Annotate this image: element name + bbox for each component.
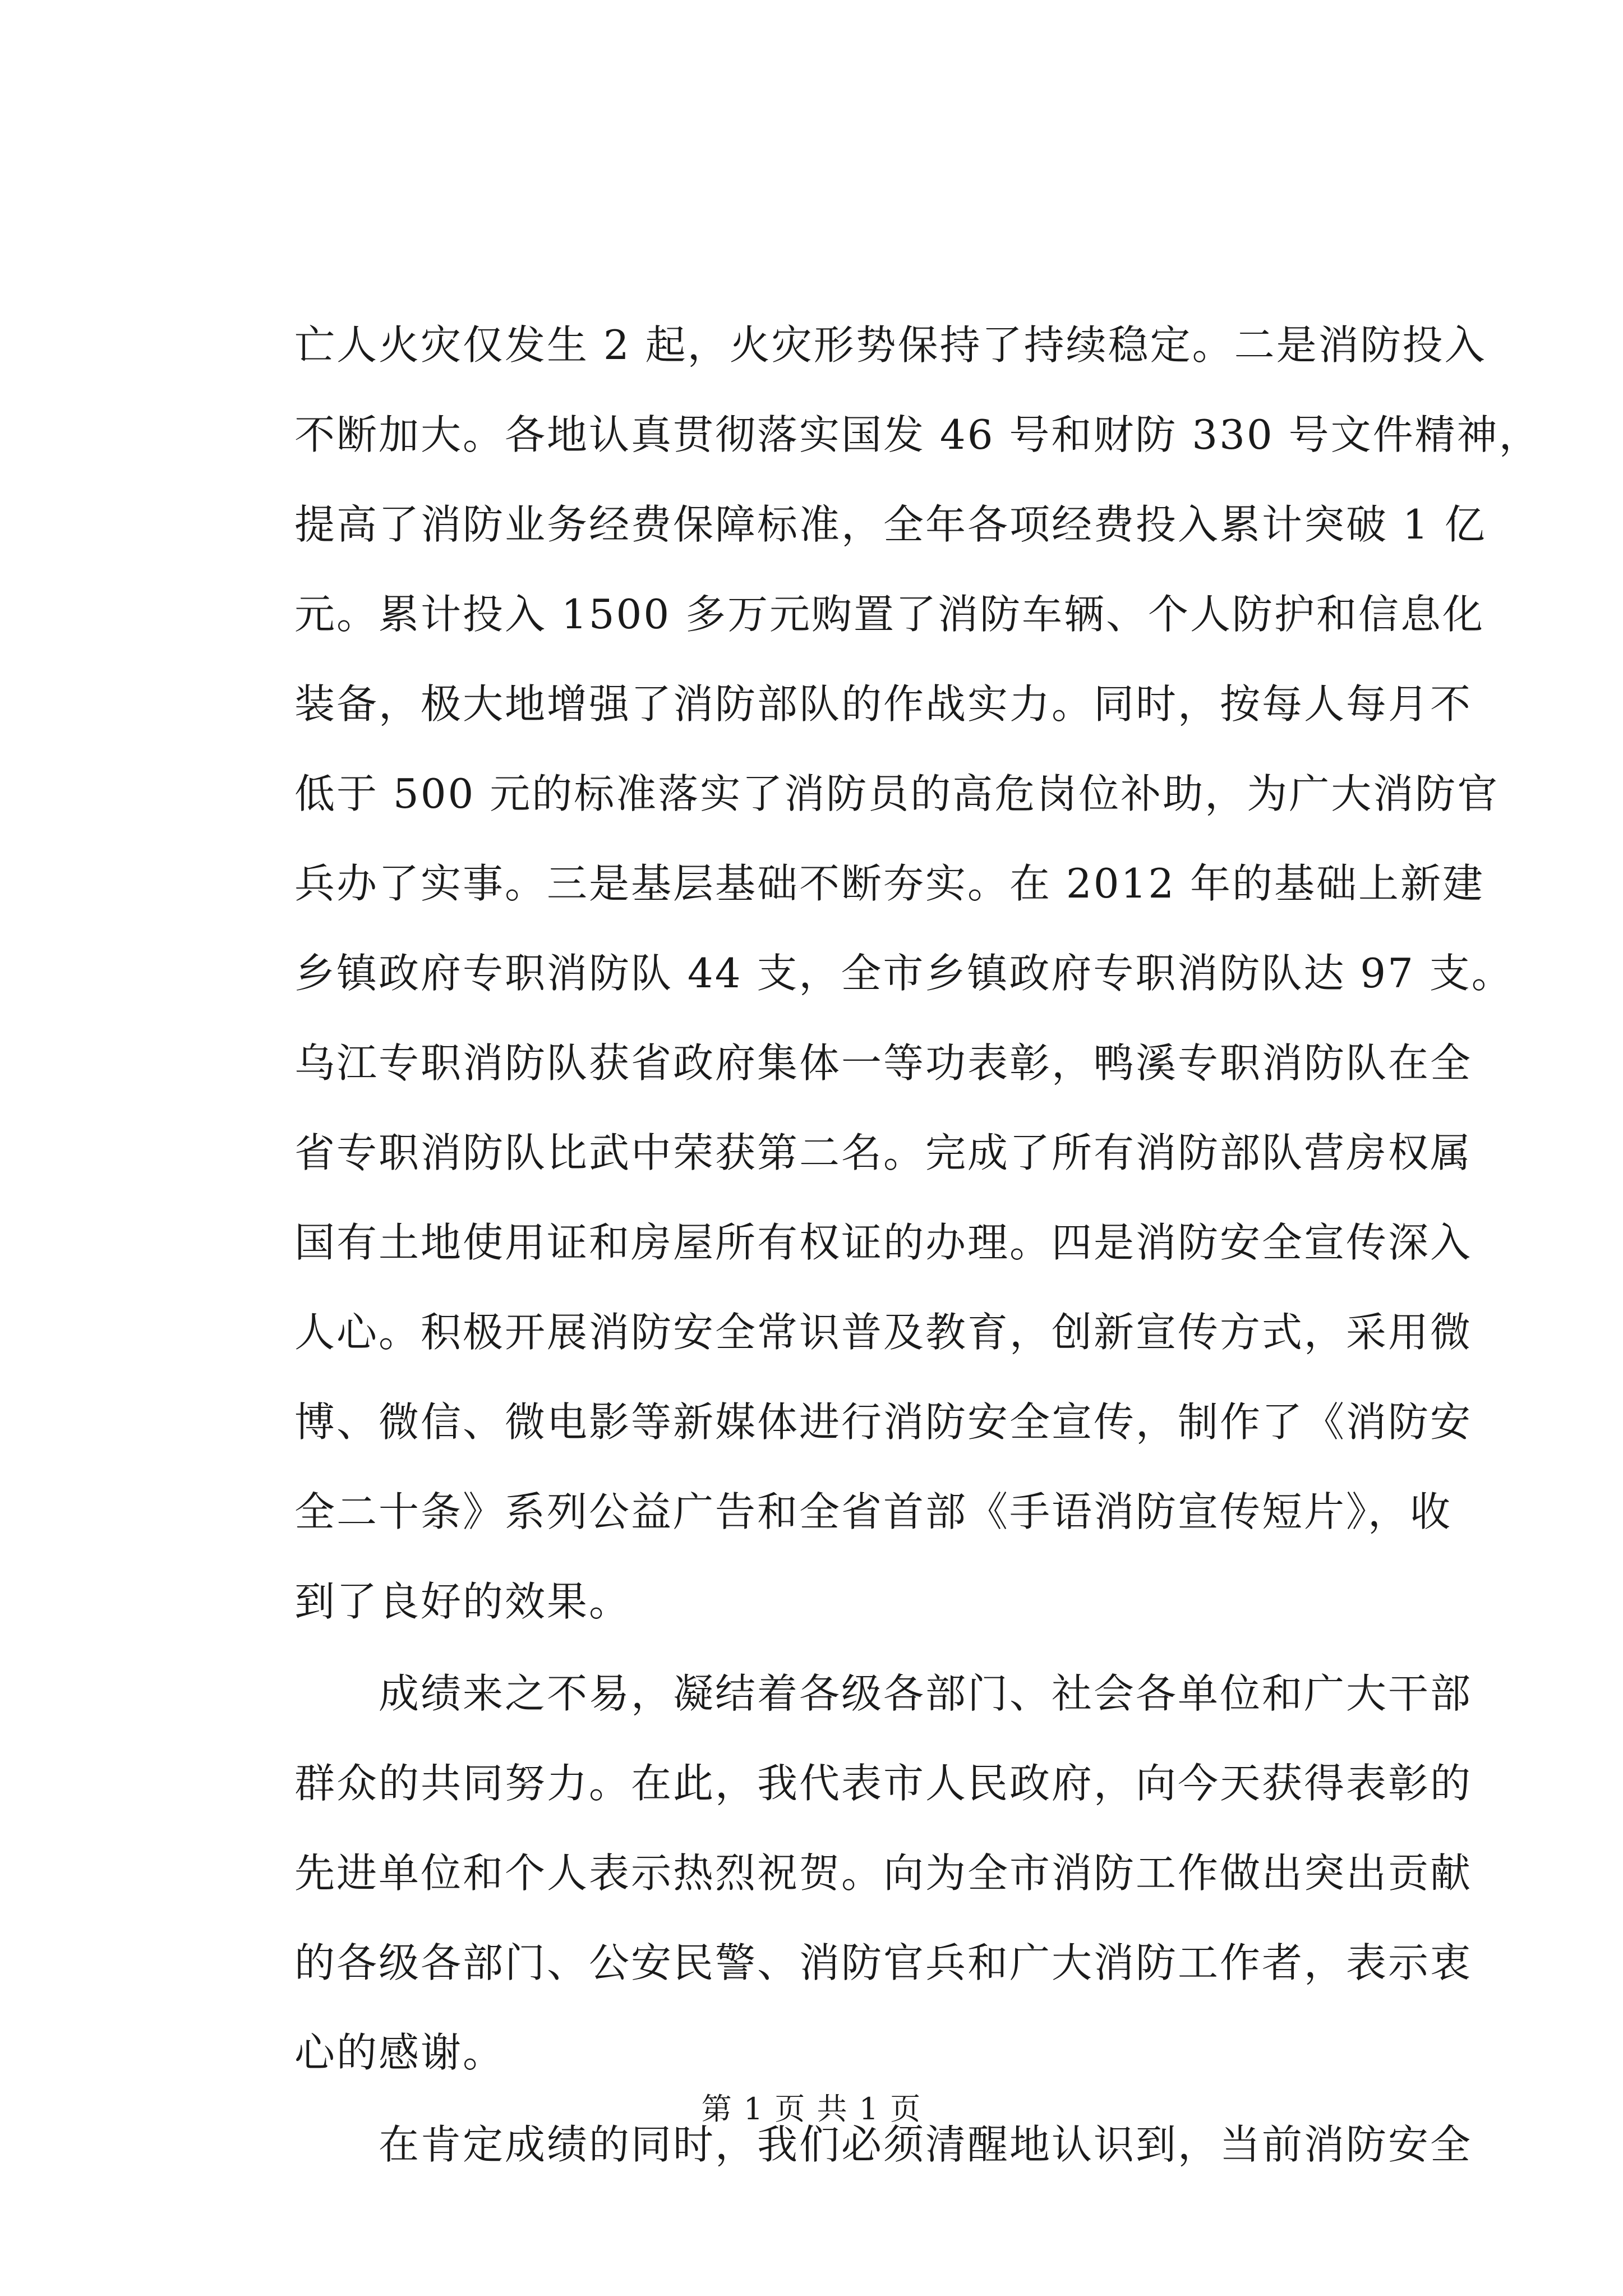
text-line: 到了良好的效果。 [294, 1578, 631, 1625]
text-line: 博、微信、微电影等新媒体进行消防安全宣传，制作了《消防安 [294, 1398, 1473, 1446]
text-line: 兵办了实事。三是基层基础不断夯实。在 2012 年的基础上新建 [294, 860, 1485, 907]
text-line: 国有土地使用证和房屋所有权证的办理。四是消防安全宣传深入 [294, 1219, 1473, 1266]
text-line: 亡人火灾仅发生 2 起，火灾形势保持了持续稳定。二是消防投入 [294, 321, 1487, 369]
text-line: 元。累计投入 1500 多万元购置了消防车辆、个人防护和信息化 [294, 591, 1485, 638]
text-line: 不断加大。各地认真贯彻落实国发 46 号和财防 330 号文件精神， [294, 411, 1541, 458]
document-body [294, 300, 1541, 2189]
text-line: 心的感谢。 [294, 2029, 505, 2076]
text-line: 装备，极大地增强了消防部队的作战实力。同时，按每人每月不 [294, 680, 1473, 728]
text-line: 群众的共同努力。在此，我代表市人民政府，向今天获得表彰的 [294, 1760, 1473, 1807]
text-line: 低于 500 元的标准落实了消防员的高危岗位补助，为广大消防官 [294, 770, 1500, 817]
text-line: 人心。积极开展消防安全常识普及教育，创新宣传方式，采用微 [294, 1309, 1473, 1356]
text-line: 乡镇政府专职消防队 44 支，全市乡镇政府专职消防队达 97 支。 [294, 950, 1514, 997]
text-line: 全二十条》系列公益广告和全省首部《手语消防宣传短片》，收 [294, 1488, 1453, 1535]
text-line: 省专职消防队比武中荣获第二名。完成了所有消防部队营房权属 [294, 1129, 1473, 1176]
page-footer: 第 1 页 共 1 页 [701, 2091, 922, 2127]
text-line: 提高了消防业务经费保障标准，全年各项经费投入累计突破 1 亿 [294, 501, 1487, 548]
text-line: 的各级各部门、公安民警、消防官兵和广大消防工作者，表示衷 [294, 1939, 1473, 1986]
text-line: 乌江专职消防队获省政府集体一等功表彰，鸭溪专职消防队在全 [294, 1039, 1473, 1087]
text-line: 先进单位和个人表示热烈祝贺。向为全市消防工作做出突出贡献 [294, 1849, 1473, 1897]
paragraph-first-line: 在肯定成绩的同时，我们必须清醒地认识到，当前消防安全 [379, 2121, 1473, 2168]
paragraph-first-line: 成绩来之不易，凝结着各级各部门、社会各单位和广大干部 [379, 1670, 1473, 1717]
